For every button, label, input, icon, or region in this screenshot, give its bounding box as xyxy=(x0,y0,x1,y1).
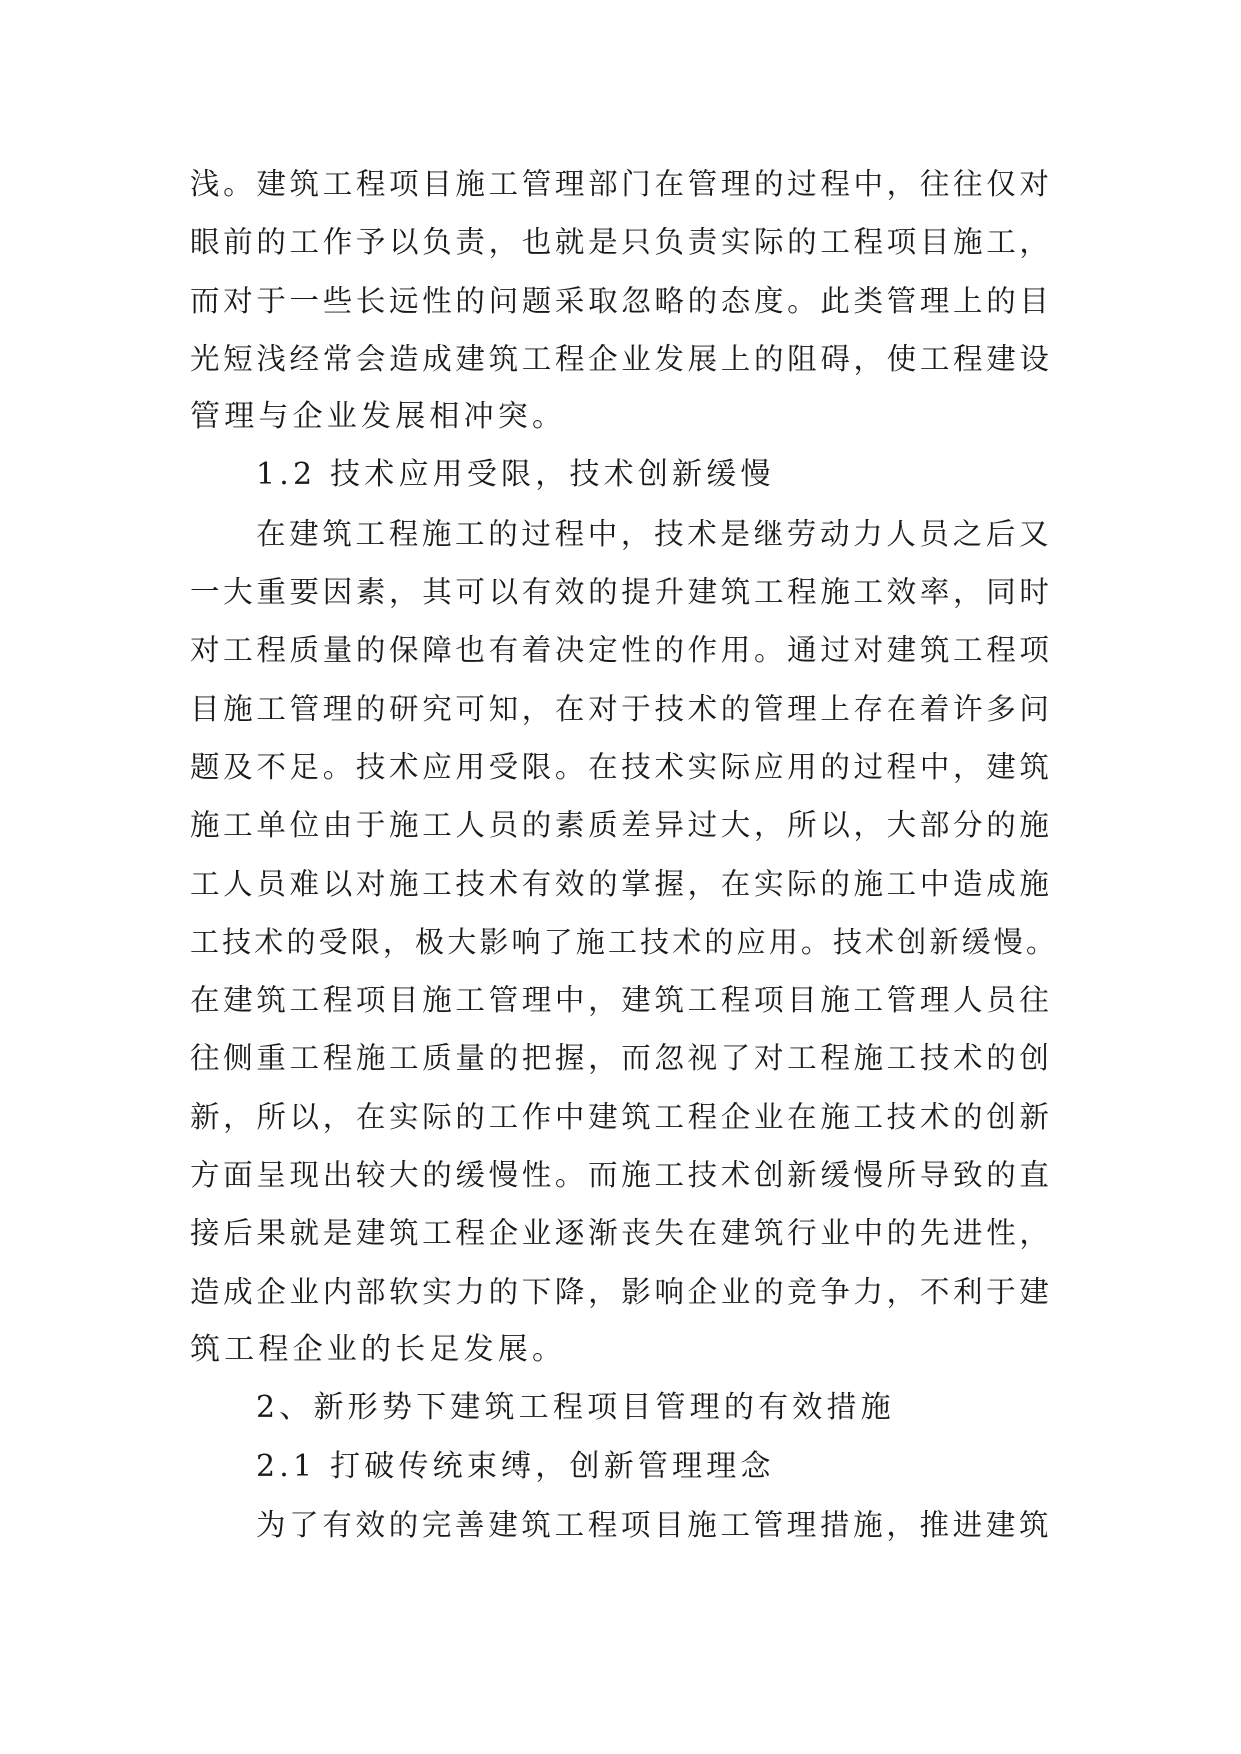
section-heading-1-2: 1.2 技术应用受限，技术创新缓慢 xyxy=(256,457,775,493)
text-line: 为了有效的完善建筑工程项目施工管理措施，推进建筑 xyxy=(256,1507,1053,1542)
text-line: 接后果就是建筑工程企业逐渐丧失在建筑行业中的先进性， xyxy=(190,1216,1053,1251)
text-line: 方面呈现出较大的缓慢性。而施工技术创新缓慢所导致的直 xyxy=(190,1158,1053,1193)
section-heading-2-1: 2.1 打破传统束缚，创新管理理念 xyxy=(256,1448,775,1484)
section-heading-2: 2、新形势下建筑工程项目管理的有效措施 xyxy=(256,1390,895,1426)
text-line: 在建筑工程项目施工管理中，建筑工程项目施工管理人员往 xyxy=(190,983,1053,1018)
text-line: 往侧重工程施工质量的把握，而忽视了对工程施工技术的创 xyxy=(190,1041,1053,1076)
body-text xyxy=(190,155,1060,1554)
text-line: 浅。建筑工程项目施工管理部门在管理的过程中，往往仅对 xyxy=(190,167,1053,201)
text-line: 而对于一些长远性的问题采取忽略的态度。此类管理上的目 xyxy=(190,283,1053,318)
text-line: 施工单位由于施工人员的素质差异过大，所以，大部分的施 xyxy=(190,808,1053,843)
text-line: 新，所以，在实际的工作中建筑工程企业在施工技术的创新 xyxy=(190,1099,1053,1134)
text-line: 管理与企业发展相冲突。 xyxy=(190,399,567,435)
text-line: 筑工程企业的长足发展。 xyxy=(190,1331,567,1367)
text-line: 工人员难以对施工技术有效的掌握，在实际的施工中造成施 xyxy=(190,866,1053,901)
text-line: 在建筑工程施工的过程中，技术是继劳动力人员之后又 xyxy=(256,516,1053,551)
text-line: 眼前的工作予以负责，也就是只负责实际的工程项目施工， xyxy=(190,225,1053,260)
text-line: 造成企业内部软实力的下降，影响企业的竞争力，不利于建 xyxy=(190,1274,1053,1309)
text-line: 工技术的受限，极大影响了施工技术的应用。技术创新缓慢。 xyxy=(190,924,1059,959)
text-line: 目施工管理的研究可知，在对于技术的管理上存在着许多问 xyxy=(190,691,1053,726)
text-line: 题及不足。技术应用受限。在技术实际应用的过程中，建筑 xyxy=(190,749,1053,784)
text-line: 对工程质量的保障也有着决定性的作用。通过对建筑工程项 xyxy=(190,633,1053,668)
text-line: 一大重要因素，其可以有效的提升建筑工程施工效率，同时 xyxy=(190,575,1053,610)
text-line: 光短浅经常会造成建筑工程企业发展上的阻碍，使工程建设 xyxy=(190,341,1053,376)
